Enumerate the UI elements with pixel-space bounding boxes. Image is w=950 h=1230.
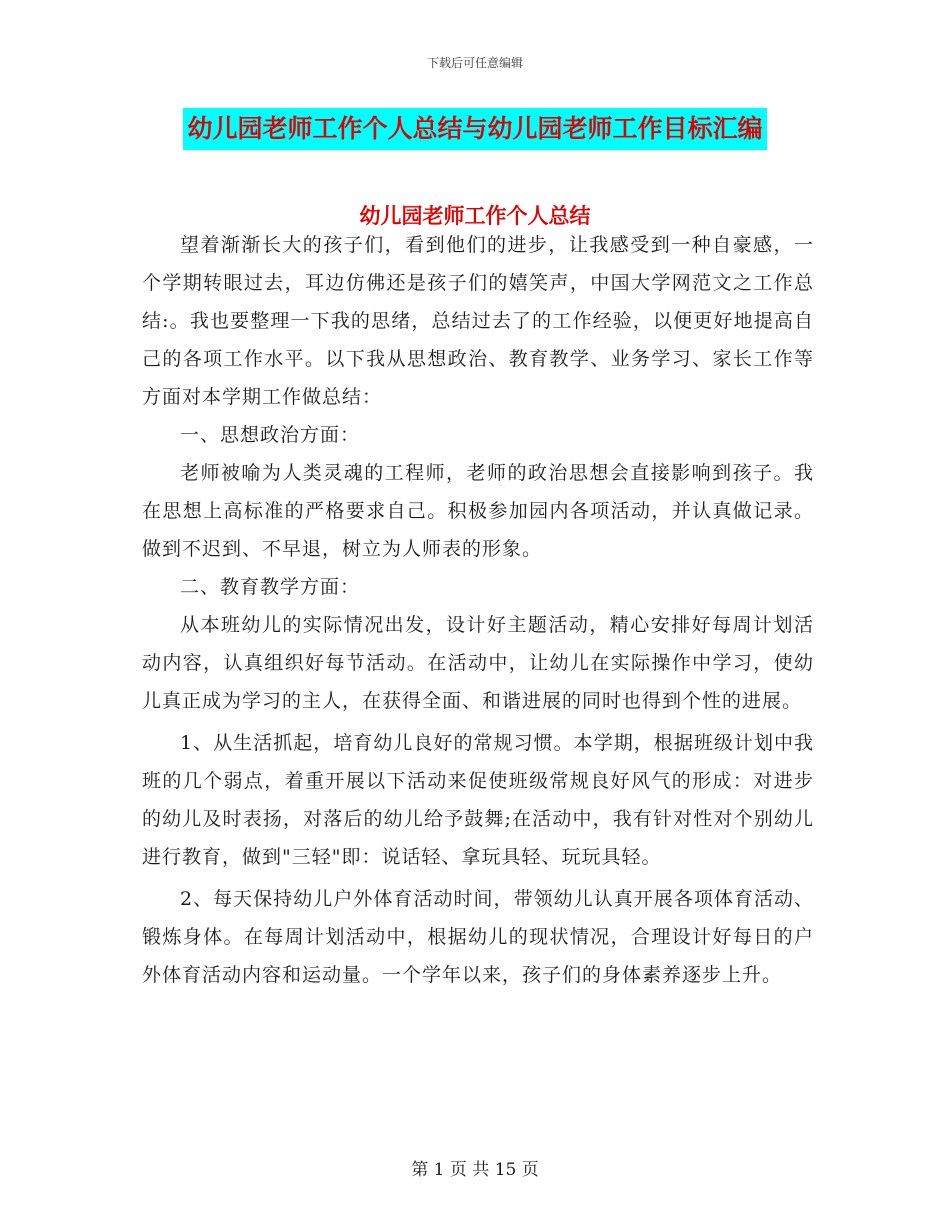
paragraph-intro: 望着渐渐长大的孩子们，看到他们的进步，让我感受到一种自豪感，一个学期转眼过去，耳边仿佛还是孩子们的嬉笑声，中国大学网范文之工作总结:。我也要整理一下我的思绪，总结过去了的工作经验，以便更好地提高自己的各项工作水平。以下我从思想政治、教育教学、业务学习、家长工作等方面对本学期工作做总结：	[142, 234, 814, 408]
paragraph-heading-teaching: 二、教育教学方面：	[180, 576, 361, 598]
main-title: 幼儿园老师工作个人总结与幼儿园老师工作目标汇编	[183, 108, 766, 150]
paragraph-politics: 老师被喻为人类灵魂的工程师，老师的政治思想会直接影响到孩子。我在思想上高标准的严格要求自己。积极参加园内各项活动，并认真做记录。做到不迟到、不早退，树立为人师表的形象。	[142, 462, 814, 560]
paragraph-heading-politics: 一、思想政治方面：	[180, 424, 361, 446]
header-note: 下载后可任意编辑	[426, 56, 523, 70]
document-body	[142, 226, 814, 994]
main-title-container	[0, 108, 950, 150]
paragraph-item-2: 2、每天保持幼儿户外体育活动时间，带领幼儿认真开展各项体育活动、锻炼身体。在每周计划活动中，根据幼儿的现状情况，合理设计好每日的户外体育活动内容和运动量。一个学年以来，孩子们的身体素养逐步上升。	[142, 888, 814, 986]
paragraph-item-1: 1、从生活抓起，培育幼儿良好的常规习惯。本学期，根据班级计划中我班的几个弱点，着重开展以下活动来促使班级常规良好风气的形成：对进步的幼儿及时表扬，对落后的幼儿给予鼓舞;在活动中，我有针对性对个别幼儿进行教育，做到"三轻"即：说话轻、拿玩具轻、玩玩具轻。	[142, 732, 814, 868]
page-footer: 第 1 页 共 15 页	[411, 1160, 539, 1180]
section-title: 幼儿园老师工作个人总结	[359, 204, 591, 228]
paragraph-teaching: 从本班幼儿的实际情况出发，设计好主题活动，精心安排好每周计划活动内容，认真组织好每节活动。在活动中，让幼儿在实际操作中学习，使幼儿真正成为学习的主人，在获得全面、和谐进展的同时也得到个性的进展。	[142, 614, 814, 712]
